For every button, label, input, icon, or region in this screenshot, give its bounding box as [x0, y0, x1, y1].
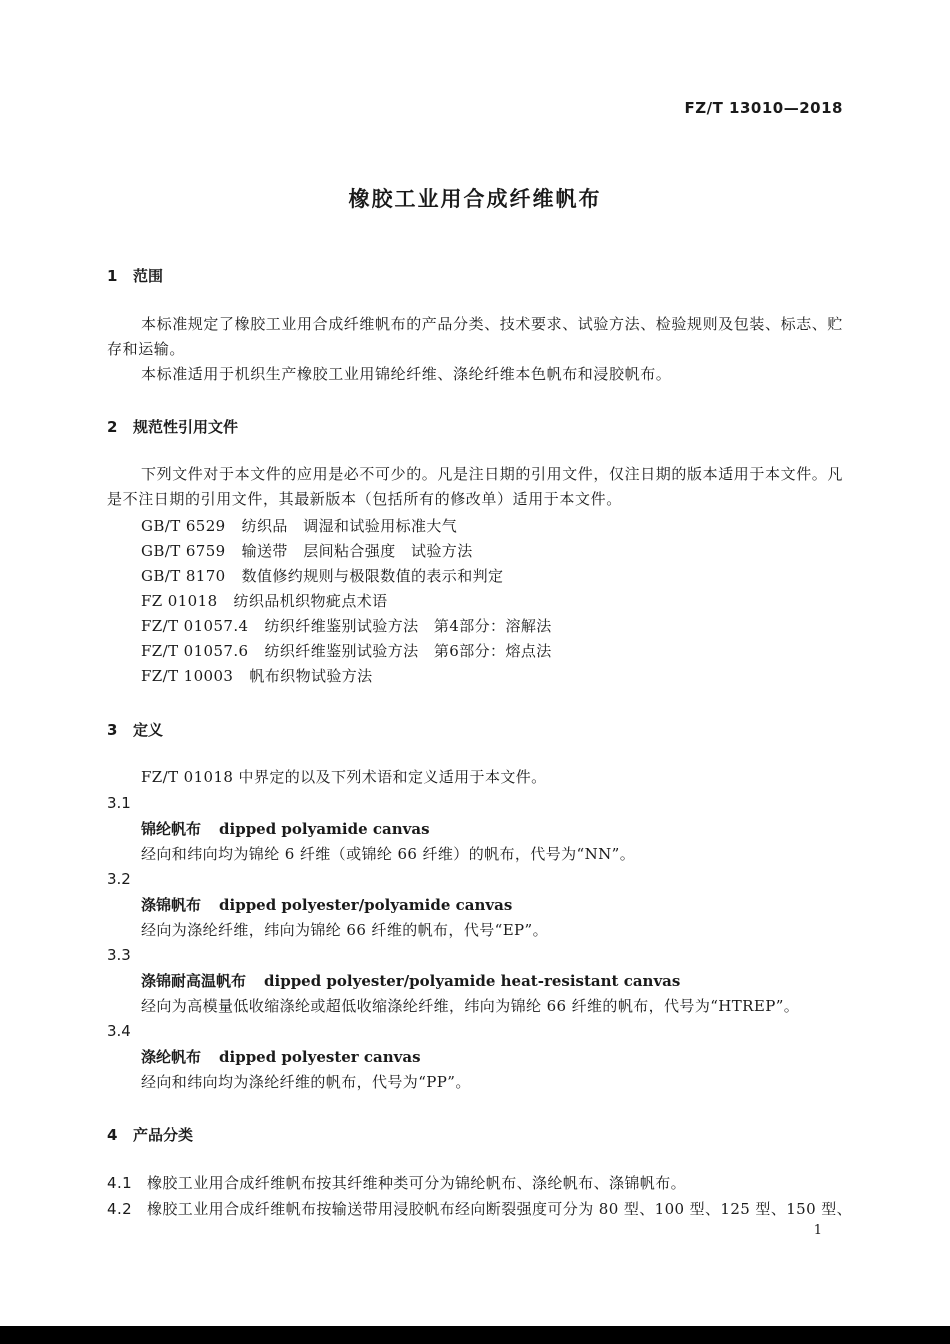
clause-number: 3.3 [107, 946, 131, 964]
section-number: 1 [107, 267, 118, 285]
reference-item [141, 640, 552, 661]
section-1-paragraph-2: 本标准适用于机织生产橡胶工业用锦纶纤维、涤纶纤维本色帆布和浸胶帆布。 [141, 365, 672, 383]
section-4-heading [107, 1124, 193, 1145]
clause-number: 4.1 [107, 1174, 133, 1192]
reference-item [141, 590, 388, 611]
reference-item [141, 615, 552, 636]
section-1-paragraph-1: 本标准规定了橡胶工业用合成纤维帆布的产品分类、技术要求、试验方法、检验规则及包装、标志、贮存和运输。 [107, 315, 844, 358]
section-title: 定义 [133, 721, 164, 739]
reference-title: 数值修约规则与极限数值的表示和判定 [241, 567, 504, 585]
section-2-paragraph: 下列文件对于本文件的应用是必不可少的。凡是注日期的引用文件，仅注日期的版本适用于本文件。凡是不注日期的引用文件，其最新版本（包括所有的修改单）适用于本文件。 [107, 465, 844, 508]
term-english: dipped polyamide canvas [219, 820, 430, 838]
reference-code: FZ/T 01057.4 [141, 617, 249, 635]
section-title: 范围 [133, 267, 164, 285]
section-title: 规范性引用文件 [133, 418, 239, 436]
page-number: 1 [813, 1223, 822, 1238]
standard-number: FZ/T 13010—2018 [684, 99, 843, 117]
section-1-heading [107, 265, 163, 286]
clause-number: 3.1 [107, 794, 131, 812]
term-definition: 经向和纬向均为涤纶纤维的帆布，代号为“PP”。 [141, 1073, 471, 1091]
reference-title: 输送带 层间粘合强度 试验方法 [241, 542, 473, 560]
section-title: 产品分类 [133, 1126, 194, 1144]
reference-code: GB/T 8170 [141, 567, 226, 585]
term-english: dipped polyester/polyamide heat-resistant canvas [264, 972, 681, 990]
term-chinese: 锦纶帆布 [141, 820, 202, 838]
term-chinese: 涤锦耐高温帆布 [141, 972, 247, 990]
reference-item [141, 565, 503, 586]
section-number: 3 [107, 721, 118, 739]
document-title: 橡胶工业用合成纤维帆布 [348, 187, 602, 211]
clause-text: 橡胶工业用合成纤维帆布按输送带用浸胶帆布经向断裂强度可分为 80 型、100 型、125 型、150 型、 [147, 1200, 853, 1218]
reference-code: FZ/T 10003 [141, 667, 234, 685]
term-entry [141, 818, 430, 839]
clause-number: 3.4 [107, 1022, 131, 1040]
section-2-heading [107, 416, 238, 437]
term-chinese: 涤锦帆布 [141, 896, 202, 914]
term-entry [141, 894, 512, 915]
term-english: dipped polyester/polyamide canvas [219, 896, 513, 914]
reference-title: 纺织纤维鉴别试验方法 第4部分：溶解法 [264, 617, 552, 635]
reference-title: 纺织纤维鉴别试验方法 第6部分：熔点法 [264, 642, 552, 660]
term-definition: 经向和纬向均为锦纶 6 纤维（或锦纶 66 纤维）的帆布，代号为“NN”。 [141, 845, 636, 863]
reference-title: 纺织品 调湿和试验用标准大气 [241, 517, 458, 535]
term-chinese: 涤纶帆布 [141, 1048, 202, 1066]
reference-title: 纺织品机织物疵点术语 [233, 592, 388, 610]
term-definition: 经向为涤纶纤维，纬向为锦纶 66 纤维的帆布，代号“EP”。 [141, 921, 549, 939]
reference-code: GB/T 6759 [141, 542, 226, 560]
bottom-bar [0, 1326, 950, 1344]
reference-code: GB/T 6529 [141, 517, 226, 535]
reference-item [141, 540, 473, 561]
reference-item [141, 515, 457, 536]
section-number: 4 [107, 1126, 118, 1144]
term-definition: 经向为高模量低收缩涤纶或超低收缩涤纶纤维，纬向为锦纶 66 纤维的帆布，代号为“HTREP”。 [141, 997, 800, 1015]
clause-number: 4.2 [107, 1200, 133, 1218]
reference-item [141, 665, 373, 686]
section-3-heading [107, 719, 163, 740]
section-3-intro: FZ/T 01018 中界定的以及下列术语和定义适用于本文件。 [141, 768, 547, 786]
reference-code: FZ 01018 [141, 592, 218, 610]
reference-title: 帆布织物试验方法 [249, 667, 373, 685]
clause-item [107, 1198, 852, 1219]
term-english: dipped polyester canvas [219, 1048, 421, 1066]
term-entry [141, 1046, 421, 1067]
clause-number: 3.2 [107, 870, 131, 888]
clause-item [107, 1172, 686, 1193]
section-number: 2 [107, 418, 118, 436]
clause-text: 橡胶工业用合成纤维帆布按其纤维种类可分为锦纶帆布、涤纶帆布、涤锦帆布。 [147, 1174, 687, 1192]
term-entry [141, 970, 680, 991]
reference-code: FZ/T 01057.6 [141, 642, 249, 660]
